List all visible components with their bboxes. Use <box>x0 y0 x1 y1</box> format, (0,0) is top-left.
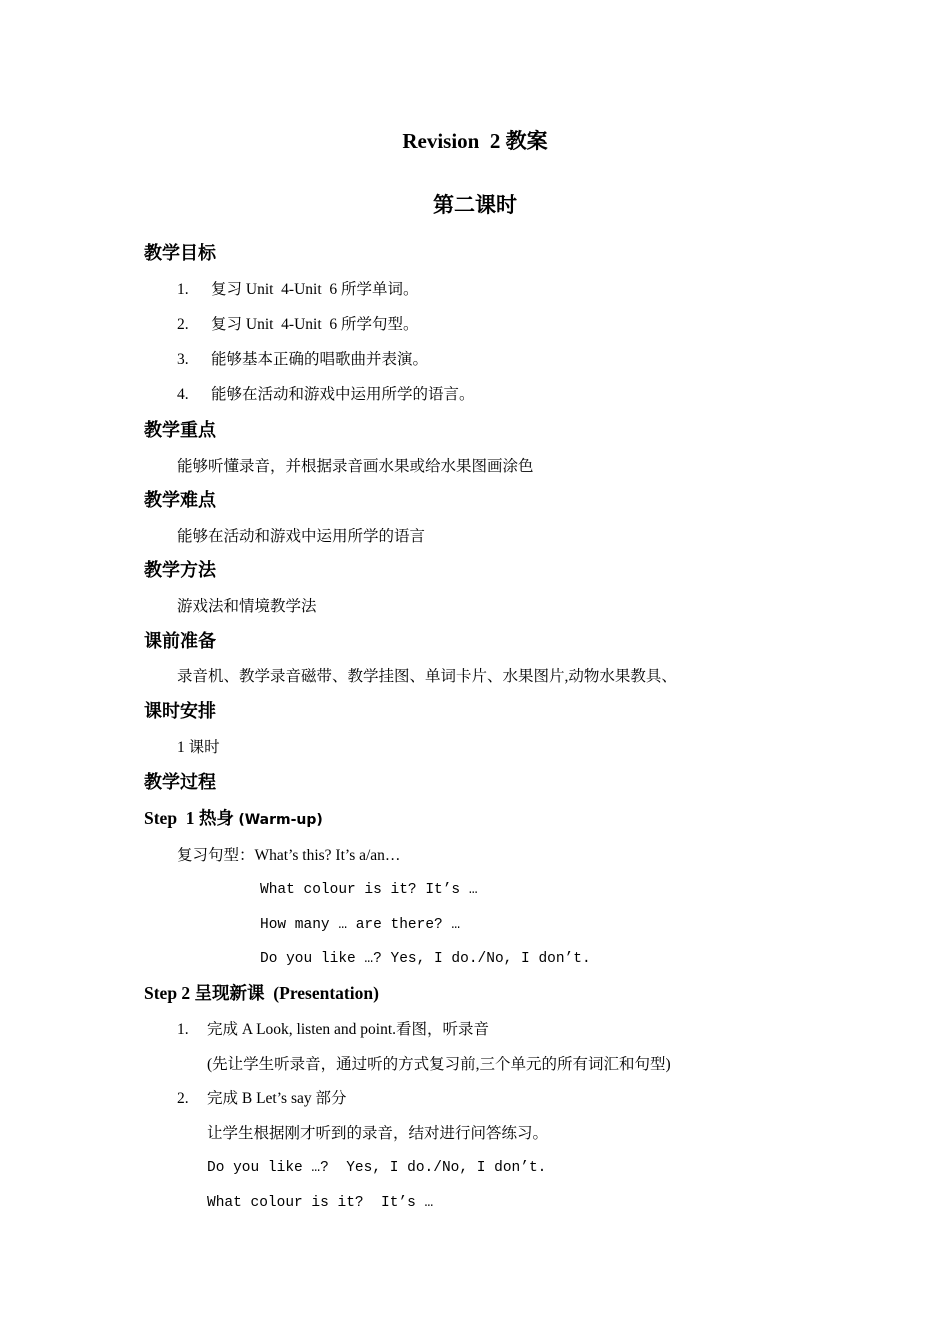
difficulties-text: 能够在活动和游戏中运用所学的语言 <box>177 528 426 545</box>
step1-line: 复习句型：What’s this? It’s a/an… <box>177 847 401 864</box>
preparation-text: 录音机、教学录音磁带、教学挂图、单词卡片、水果图片,动物水果教具、 <box>177 668 677 685</box>
objective-item <box>177 317 419 333</box>
step2-item-text: 完成 A Look, listen and point.看图，听录音 <box>207 1021 490 1038</box>
objective-num: 4. <box>177 386 189 403</box>
objectives-heading: 教学目标 <box>144 243 216 264</box>
step1-line: What colour is it? It’s … <box>260 882 478 898</box>
methods-text: 游戏法和情境教学法 <box>177 598 317 615</box>
objective-item <box>177 352 428 368</box>
difficulties-heading: 教学难点 <box>144 490 216 511</box>
step2-item-num: 2. <box>177 1090 189 1107</box>
objective-text: 复习 Unit 4-Unit 6 所学单词。 <box>211 281 419 298</box>
objective-text: 能够在活动和游戏中运用所学的语言。 <box>211 386 475 403</box>
step1-line: How many … are there? … <box>260 917 461 933</box>
step1-label: Step 1 热身 <box>144 808 239 828</box>
objective-num: 2. <box>177 316 189 333</box>
document-subtitle: 第二课时 <box>433 193 517 217</box>
step2-heading: Step 2 呈现新课 (Presentation) <box>144 983 379 1003</box>
step1-line: Do you like …? Yes, I do./No, I don’t. <box>260 951 591 967</box>
step1-sub: (Warm-up) <box>238 812 323 828</box>
schedule-heading: 课时安排 <box>144 701 216 722</box>
process-heading: 教学过程 <box>144 772 216 793</box>
key-points-text: 能够听懂录音，并根据录音画水果或给水果图画涂色 <box>177 458 534 475</box>
step2-item-note: 让学生根据刚才听到的录音，结对进行问答练习。 <box>207 1125 549 1142</box>
step2-item-num: 1. <box>177 1021 189 1038</box>
objective-item <box>177 282 419 298</box>
step1-heading <box>144 810 323 828</box>
preparation-heading: 课前准备 <box>144 631 216 652</box>
objective-text: 复习 Unit 4-Unit 6 所学句型。 <box>211 316 419 333</box>
step2-item <box>177 1091 347 1107</box>
step2-line: Do you like …? Yes, I do./No, I don’t. <box>207 1160 547 1176</box>
schedule-text: 1 课时 <box>177 739 220 756</box>
step2-item <box>177 1022 489 1038</box>
methods-heading: 教学方法 <box>144 560 216 581</box>
objective-num: 3. <box>177 351 189 368</box>
step2-item-note: (先让学生听录音，通过听的方式复习前,三个单元的所有词汇和句型) <box>207 1056 671 1073</box>
objective-num: 1. <box>177 281 189 298</box>
document-title: Revision 2 教案 <box>402 129 548 153</box>
step2-line: What colour is it? It’s … <box>207 1195 434 1211</box>
key-points-heading: 教学重点 <box>144 420 216 441</box>
objective-text: 能够基本正确的唱歌曲并表演。 <box>211 351 429 368</box>
objective-item <box>177 387 475 403</box>
step2-item-text: 完成 B Let’s say 部分 <box>207 1090 347 1107</box>
